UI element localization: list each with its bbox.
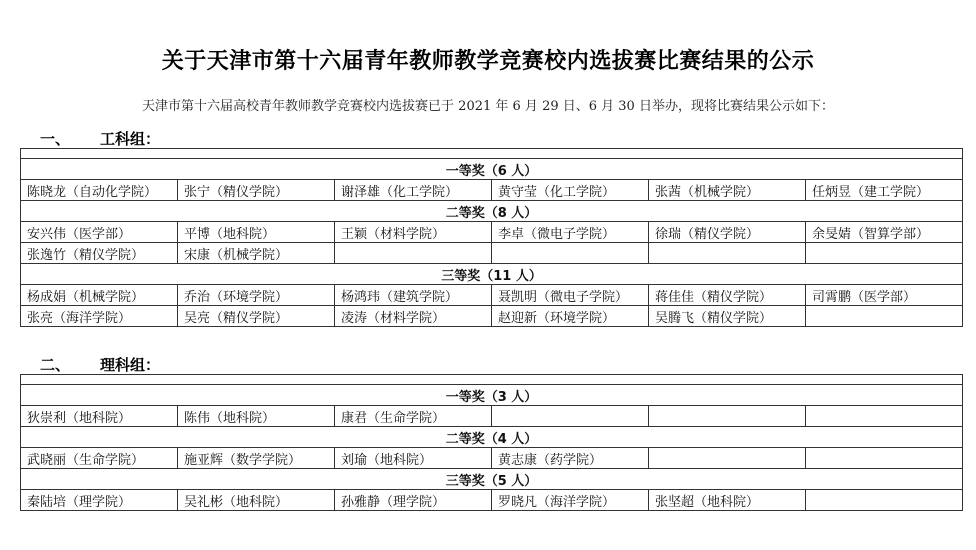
science-results-table [20, 374, 963, 511]
page-title: 关于天津市第十六届青年教师教学竞赛校内选拔赛比赛结果的公示 [161, 49, 815, 74]
winner-cell [21, 406, 178, 427]
table-row [21, 243, 963, 264]
table-row [21, 222, 963, 243]
winner-cell: 任炳昱（建工学院） [806, 180, 963, 201]
empty-cell [492, 406, 649, 427]
table-row [21, 285, 963, 306]
engineering-results-table [20, 148, 963, 327]
winner-cell: 徐瑞（精仪学院） [649, 222, 806, 243]
section-number: 二、 [40, 356, 71, 374]
table-row [21, 448, 963, 469]
highlighted-winner: 刘瑜（地科院） [341, 453, 432, 469]
winner-cell: 聂凯明（微电子学院） [492, 285, 649, 306]
award-header-row [21, 469, 963, 490]
award-label-first: 一等奖（6 人） [21, 159, 963, 180]
empty-cell [806, 490, 963, 511]
winner-cell: 蒋佳佳（精仪学院） [649, 285, 806, 306]
winner-cell: 罗晓凡（海洋学院） [492, 490, 649, 511]
section-label: 理科组： [100, 356, 161, 374]
winner-cell: 吴亮（精仪学院） [178, 306, 335, 327]
winner-cell [649, 490, 806, 511]
winner-cell: 安兴伟（医学部） [21, 222, 178, 243]
winner-cell: 施亚辉（数学学院） [178, 448, 335, 469]
award-header-row [21, 427, 963, 448]
highlighted-winner: 陈伟（地科院） [184, 411, 275, 427]
winner-cell: 赵迎新（环境学院） [492, 306, 649, 327]
award-label-third: 三等奖（5 人） [21, 469, 963, 490]
empty-cell [649, 243, 806, 264]
winner-cell: 宋康（机械学院） [178, 243, 335, 264]
winner-cell: 孙雅静（理学院） [335, 490, 492, 511]
award-label-second: 二等奖（8 人） [21, 201, 963, 222]
award-label-third: 三等奖（11 人） [21, 264, 963, 285]
winner-cell: 张逸竹（精仪学院） [21, 243, 178, 264]
award-header-row [21, 264, 963, 285]
empty-cell [806, 306, 963, 327]
empty-cell [806, 406, 963, 427]
highlighted-winner: 狄崇利（地科院） [27, 411, 131, 427]
winner-cell: 张亮（海洋学院） [21, 306, 178, 327]
winner-cell: 吴腾飞（精仪学院） [649, 306, 806, 327]
table-row [21, 490, 963, 511]
winner-cell: 王颖（材料学院） [335, 222, 492, 243]
winner-cell: 武晓丽（生命学院） [21, 448, 178, 469]
winner-cell: 黄志康（药学院） [492, 448, 649, 469]
winner-cell: 张宁（精仪学院） [178, 180, 335, 201]
winner-cell [178, 490, 335, 511]
empty-cell [806, 243, 963, 264]
intro-paragraph: 天津市第十六届高校青年教师教学竞赛校内选拔赛已于 2021 年 6 月 29 日、6 月 30 日举办，现将比赛结果公示如下： [142, 99, 834, 114]
winner-cell: 余旻婧（智算学部） [806, 222, 963, 243]
award-header-row [21, 159, 963, 180]
winner-cell: 谢泽雄（化工学院） [335, 180, 492, 201]
award-label-first: 一等奖（3 人） [21, 385, 963, 406]
winner-cell: 康君（生命学院） [335, 406, 492, 427]
empty-cell [806, 448, 963, 469]
empty-cell [649, 406, 806, 427]
section-label: 工科组： [100, 130, 161, 148]
winner-cell: 杨鸿玮（建筑学院） [335, 285, 492, 306]
empty-cell [492, 243, 649, 264]
award-label-second: 二等奖（4 人） [21, 427, 963, 448]
table-row [21, 406, 963, 427]
table-row [21, 306, 963, 327]
winner-cell [178, 406, 335, 427]
section-heading-engineering [40, 128, 160, 149]
winner-cell: 凌涛（材料学院） [335, 306, 492, 327]
section-number: 一、 [40, 130, 71, 148]
winner-cell: 张茜（机械学院） [649, 180, 806, 201]
winner-cell [178, 222, 335, 243]
section-heading-science [40, 354, 160, 375]
winner-cell: 杨成娟（机械学院） [21, 285, 178, 306]
winner-cell: 乔治（环境学院） [178, 285, 335, 306]
table-top-spacer [21, 149, 963, 159]
empty-cell [649, 448, 806, 469]
award-header-row [21, 385, 963, 406]
highlighted-winner: 张坚超（地科院） [655, 495, 759, 511]
highlighted-winner: 吴礼彬（地科院） [184, 495, 288, 511]
winner-cell: 黄守莹（化工学院） [492, 180, 649, 201]
winner-cell: 李卓（微电子学院） [492, 222, 649, 243]
award-header-row [21, 201, 963, 222]
winner-cell [335, 448, 492, 469]
highlighted-winner: 平博（地科院） [184, 227, 275, 243]
table-top-spacer [21, 375, 963, 385]
winner-cell: 司霄鹏（医学部） [806, 285, 963, 306]
table-row [21, 180, 963, 201]
winner-cell: 秦陆培（理学院） [21, 490, 178, 511]
winner-cell: 陈晓龙（自动化学院） [21, 180, 178, 201]
empty-cell [335, 243, 492, 264]
